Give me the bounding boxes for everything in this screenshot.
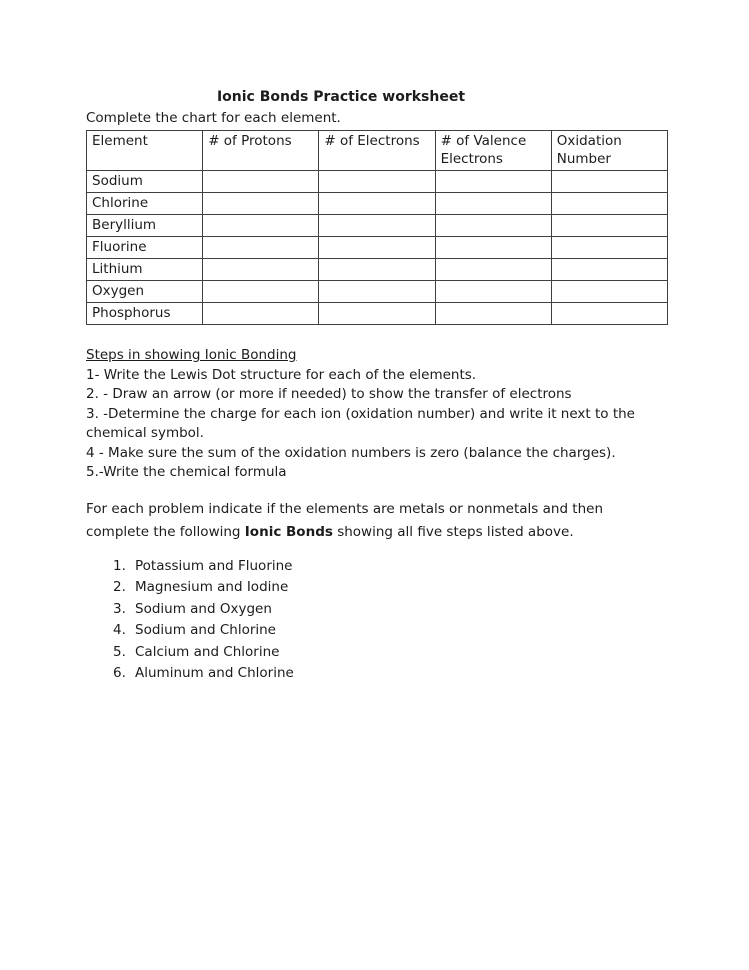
step-item: 5.-Write the chemical formula: [86, 464, 287, 480]
problems-list: [86, 556, 668, 685]
blank-cell: [551, 259, 667, 281]
list-item: [113, 663, 668, 685]
blank-cell: [435, 215, 551, 237]
page-title: Ionic Bonds Practice worksheet: [216, 89, 466, 105]
blank-cell: [319, 303, 435, 325]
blank-cell: [319, 237, 435, 259]
blank-cell: [435, 259, 551, 281]
column-header-valence-electrons: # of Valence Electrons: [435, 131, 551, 171]
list-item-number: 6.: [113, 665, 126, 681]
blank-cell: [435, 237, 551, 259]
blank-cell: [203, 193, 319, 215]
column-header-protons: # of Protons: [203, 131, 319, 171]
list-item: [113, 556, 668, 578]
list-item-number: 3.: [113, 600, 126, 617]
list-item-number: 2.: [113, 579, 126, 595]
blank-cell: [551, 215, 667, 237]
step-item: 3. -Determine the charge for each ion (oxidation number) and write it next to the chemical symbol.: [86, 405, 635, 441]
problems-intro-bold-text: Ionic Bonds: [244, 523, 333, 540]
table-row: [87, 259, 668, 281]
column-header-oxidation-number: Oxidation Number: [551, 131, 667, 171]
step-item: 2. - Draw an arrow (or more if needed) to show the transfer of electrons: [86, 386, 572, 402]
blank-cell: [551, 281, 667, 303]
list-item-text: Magnesium and Iodine: [135, 579, 289, 595]
table-row: [87, 237, 668, 259]
blank-cell: [435, 303, 551, 325]
list-item-number: 5.: [113, 643, 126, 660]
steps-heading: Steps in showing Ionic Bonding: [86, 347, 297, 363]
blank-cell: [203, 259, 319, 281]
list-item-text: Sodium and Oxygen: [135, 600, 272, 617]
blank-cell: [203, 281, 319, 303]
element-name-cell: Lithium: [87, 259, 203, 281]
blank-cell: [551, 193, 667, 215]
table-row: [87, 171, 668, 193]
list-item-text: Potassium and Fluorine: [135, 557, 293, 574]
blank-cell: [319, 193, 435, 215]
element-name-cell: Chlorine: [87, 193, 203, 215]
list-item-text: Sodium and Chlorine: [135, 622, 276, 638]
elements-table: [86, 130, 668, 325]
blank-cell: [203, 237, 319, 259]
blank-cell: [435, 171, 551, 193]
list-item-number: 4.: [113, 622, 126, 638]
blank-cell: [203, 303, 319, 325]
column-header-electrons: # of Electrons: [319, 131, 435, 171]
table-row: [87, 215, 668, 237]
blank-cell: [319, 215, 435, 237]
blank-cell: [319, 281, 435, 303]
list-item-number: 1.: [113, 557, 126, 574]
list-item: [113, 642, 668, 664]
list-item-text: Calcium and Chlorine: [135, 643, 280, 660]
chart-instruction: Complete the chart for each element.: [86, 110, 341, 126]
blank-cell: [551, 303, 667, 325]
blank-cell: [203, 171, 319, 193]
blank-cell: [551, 237, 667, 259]
element-name-cell: Phosphorus: [87, 303, 203, 325]
blank-cell: [203, 215, 319, 237]
blank-cell: [435, 281, 551, 303]
step-item: 1- Write the Lewis Dot structure for each of the elements.: [86, 366, 477, 383]
table-row: [87, 193, 668, 215]
element-name-cell: Fluorine: [87, 237, 203, 259]
step-item: 4 - Make sure the sum of the oxidation numbers is zero (balance the charges).: [86, 444, 616, 461]
list-item: [113, 599, 668, 621]
element-name-cell: Sodium: [87, 171, 203, 193]
steps-section: [86, 346, 668, 483]
worksheet-content: [86, 88, 668, 685]
element-name-cell: Oxygen: [87, 281, 203, 303]
table-row: [87, 281, 668, 303]
list-item: [113, 620, 668, 642]
problems-intro-text: For each problem indicate if the elements are metals or nonmetals and then complete the following: [86, 500, 604, 540]
blank-cell: [435, 193, 551, 215]
column-header-element: Element: [87, 131, 203, 171]
list-item: [113, 577, 668, 599]
table-header-row: [87, 131, 668, 171]
table-row: [87, 303, 668, 325]
problems-intro: [86, 498, 668, 544]
blank-cell: [551, 171, 667, 193]
problems-intro-text: showing all five steps listed above.: [332, 523, 574, 540]
element-name-cell: Beryllium: [87, 215, 203, 237]
blank-cell: [319, 259, 435, 281]
blank-cell: [319, 171, 435, 193]
list-item-text: Aluminum and Chlorine: [135, 665, 294, 681]
